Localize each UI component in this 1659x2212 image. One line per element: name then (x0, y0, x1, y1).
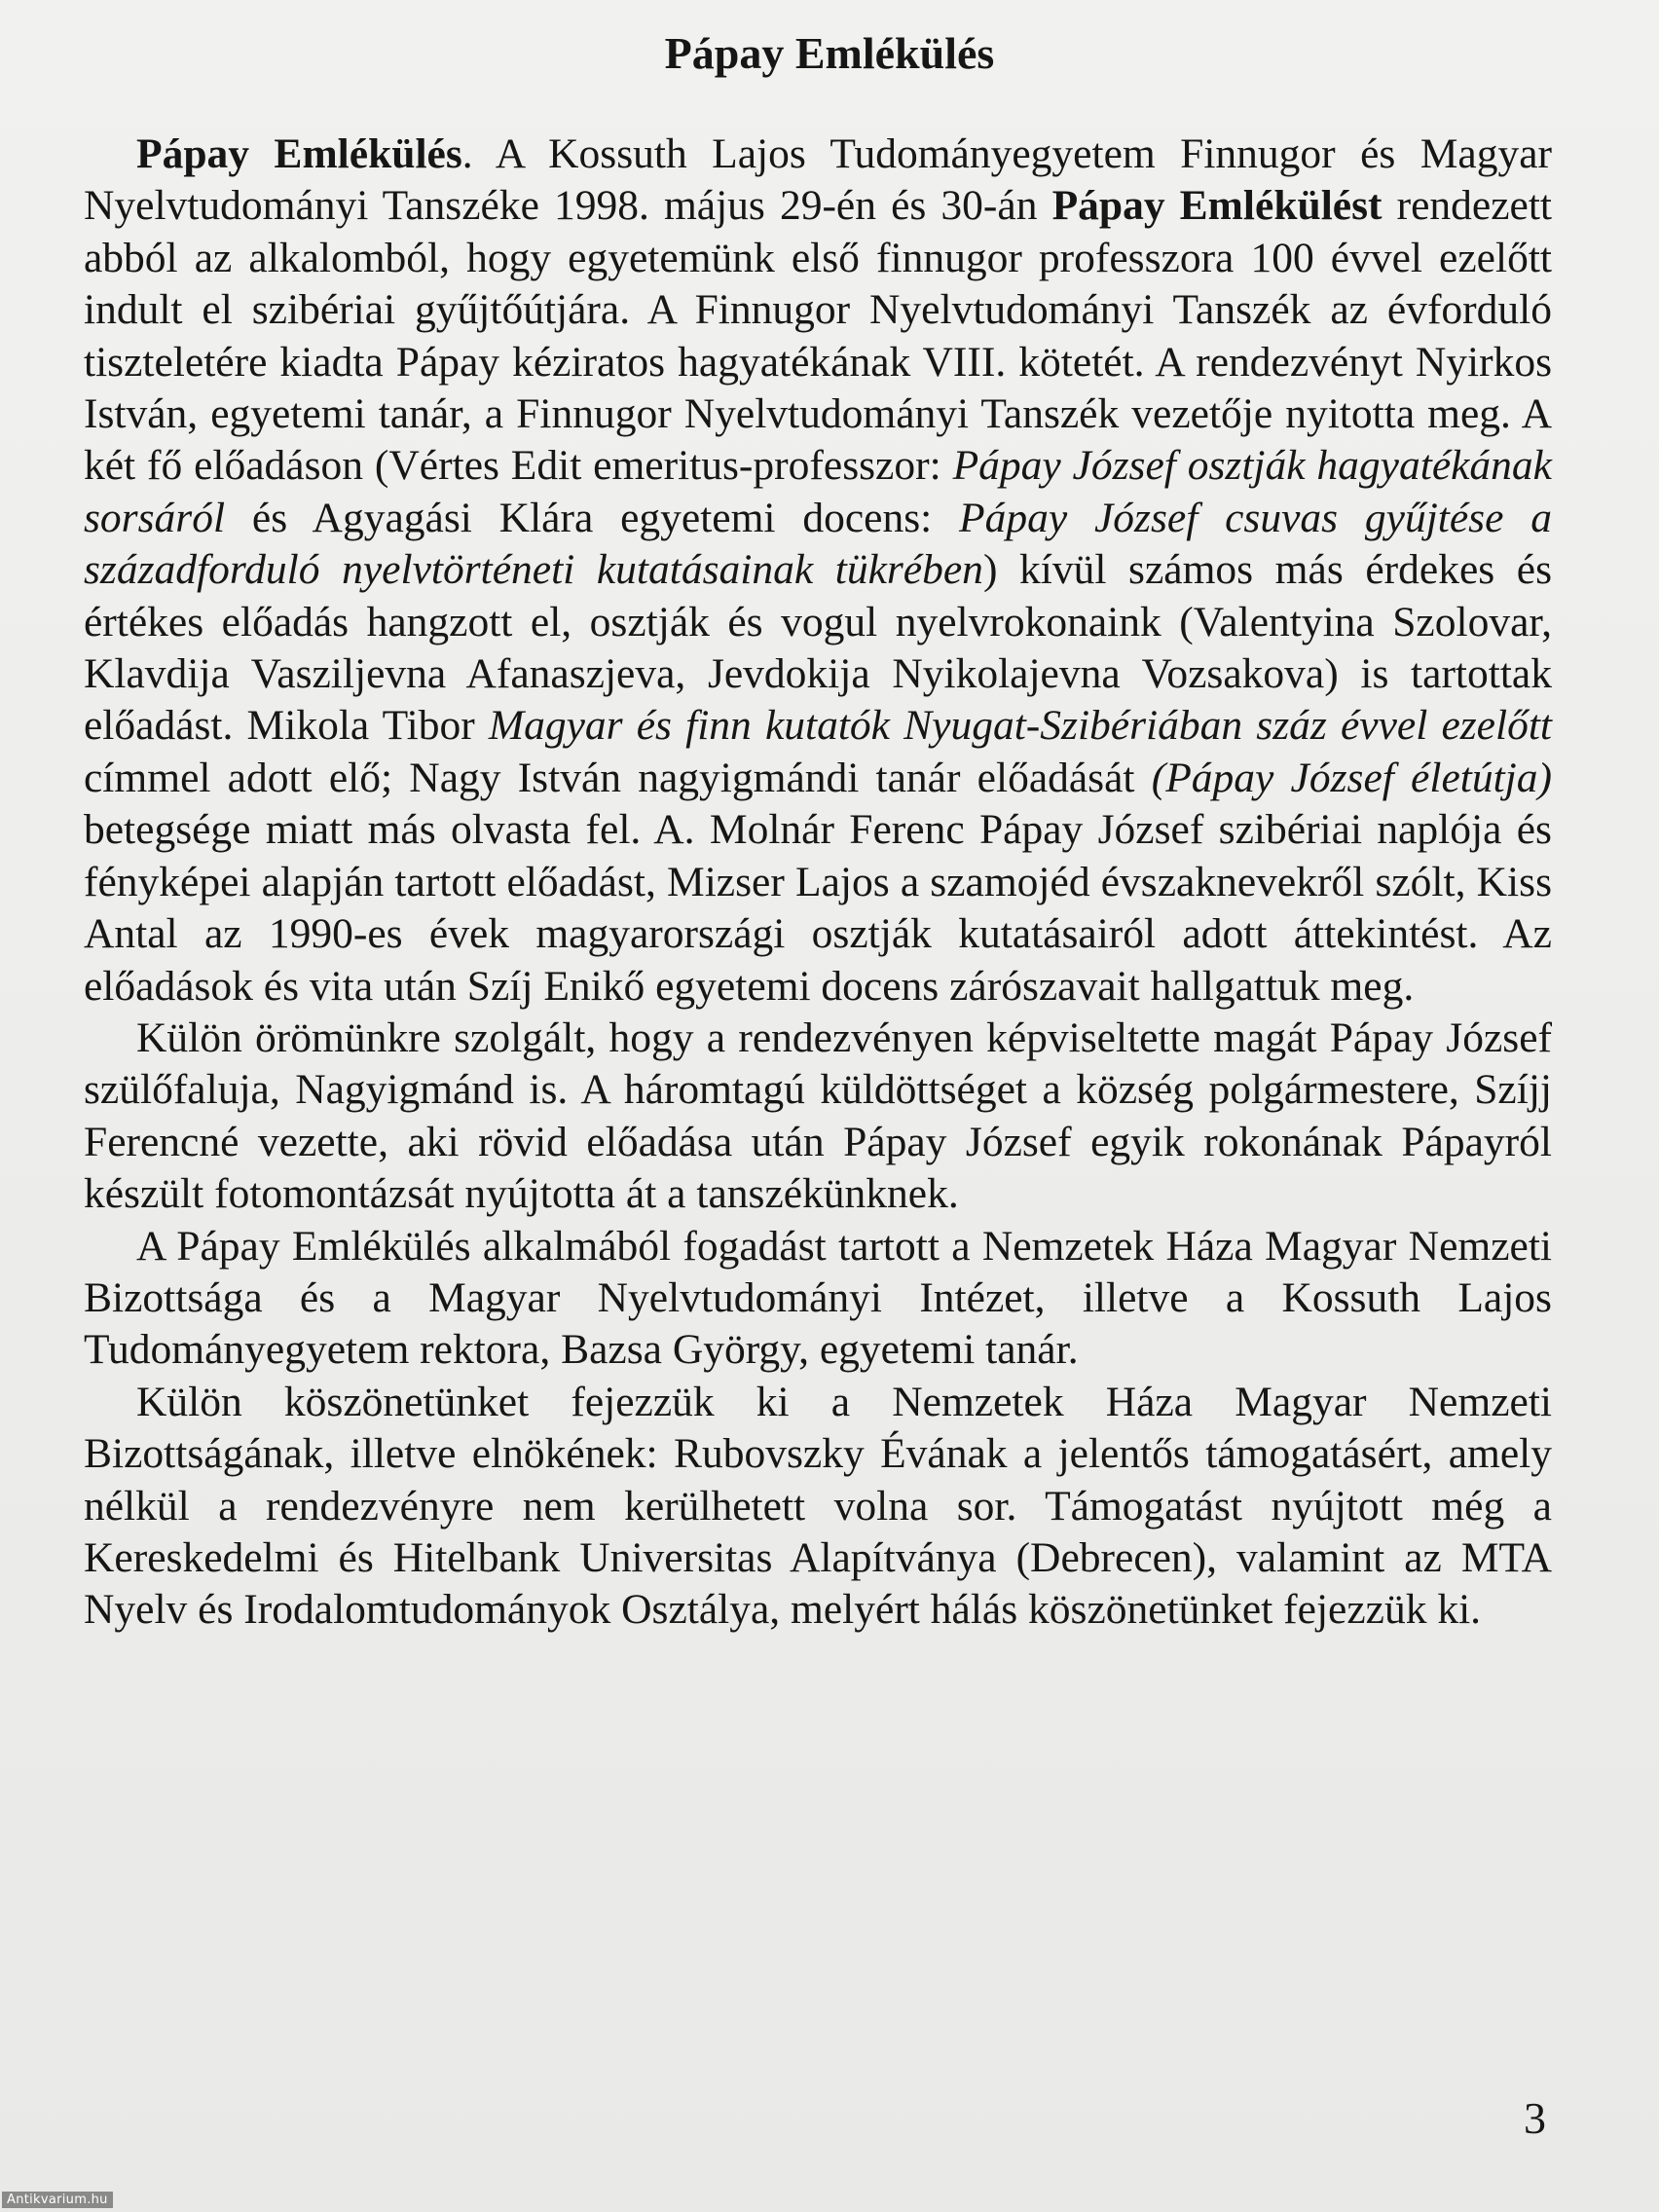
text-run: (Pápay József életútja) (1151, 754, 1552, 801)
paragraph-2 (84, 1013, 1552, 1221)
text-run: Pápay Emlékülés (136, 130, 462, 177)
paragraph-1 (84, 129, 1552, 1013)
text-run: rendezett abból az alkalomból, hogy egyetemünk első finnugor professzora 100 évvel ezelőtt indult el szibériai gyűjtőútjára. A Finnugor Nyelvtudományi Tanszék az évforduló tiszteletére kiadta Pápay kéziratos hagyatékának VIII. kötetét. A rendezvényt Nyirkos István, egyetemi tanár, a Finnugor Nyelvtudományi Tanszék vezetője nyitotta meg. A két fő előadáson (Vértes Edit emeritus-professzor: (84, 182, 1552, 490)
text-run: A Pápay Emlékülés alkalmából fogadást tartott a Nemzetek Háza Magyar Nemzeti Bizottsága és a Magyar Nyelvtudományi Intézet, illetve a Kossuth Lajos Tudományegyetem rektora, Bazsa György, egyetemi tanár. (84, 1222, 1552, 1374)
text-run: betegsége miatt más olvasta fel. A. Molnár Ferenc Pápay József szibériai naplója és fényképei alapján tartott előadást, Mizser Lajos a szamojéd évszaknevekről szólt, Kiss Antal az 1990-es évek magyarországi osztják kutatásairól adott áttekintést. Az előadások és vita után Szíj Enikő egyetemi docens zárószavait hallgattuk meg. (84, 806, 1552, 1010)
text-run: Külön köszönetünket fejezzük ki a Nemzetek Háza Magyar Nemzeti Bizottságának, illetve elnökének: Rubovszky Évának a jelentős támogatásért, amely nélkül a rendezvényre nem kerülhetett volna sor. Támogatást nyújtott még a Kereskedelmi és Hitelbank Universitas Alapítványa (Debrecen), valamint az MTA Nyelv és Irodalomtudományok Osztálya, melyért hálás köszönetünket fejezzük ki. (84, 1378, 1552, 1634)
text-run: Pápay József csuvas gyűjtése a századforduló nyelvtörténeti kutatásainak tükrében (84, 494, 1552, 594)
paragraph-4 (84, 1377, 1552, 1637)
watermark: Antikvarium.hu (2, 2192, 113, 2208)
text-run: címmel adott elő; Nagy István nagyigmándi tanár előadását (84, 754, 1152, 801)
page-title: Pápay Emlékülés (664, 28, 995, 78)
text-run: Magyar és finn kutatók Nyugat-Szibériában száz évvel ezelőtt (488, 702, 1552, 750)
paragraph-3 (84, 1221, 1552, 1377)
text-run: Pápay József osztják hagyatékának sorsáról (84, 442, 1552, 541)
body-text (84, 129, 1552, 1637)
text-run: Külön örömünkre szolgált, hogy a rendezvényen képviseltette magát Pápay József szülőfaluja, Nagyigmánd is. A háromtagú küldöttséget a község polgármestere, Szíjj Ferencné vezette, aki rövid előadása után Pápay József egyik rokonának Pápayról készült fotomontázsát nyújtotta át a tanszékünknek. (84, 1014, 1552, 1218)
text-run: . A Kossuth Lajos Tudományegyetem Finnugor és Magyar Nyelvtudományi Tanszéke 1998. május 29-én és 30-án (84, 130, 1552, 230)
text-run: és Agyagási Klára egyetemi docens: (225, 494, 960, 541)
text-run: Pápay Emlékülést (1051, 182, 1382, 230)
page-number: 3 (1524, 2093, 1546, 2143)
text-run: ) kívül számos más érdekes és értékes előadás hangzott el, osztják és vogul nyelvrokonaink (Valentyina Szolovar, Klavdija Vasziljevna Afanaszjeva, Jevdokija Nyikolajevna Vozsakova) is tartottak előadást. Mikola Tibor (84, 546, 1553, 750)
